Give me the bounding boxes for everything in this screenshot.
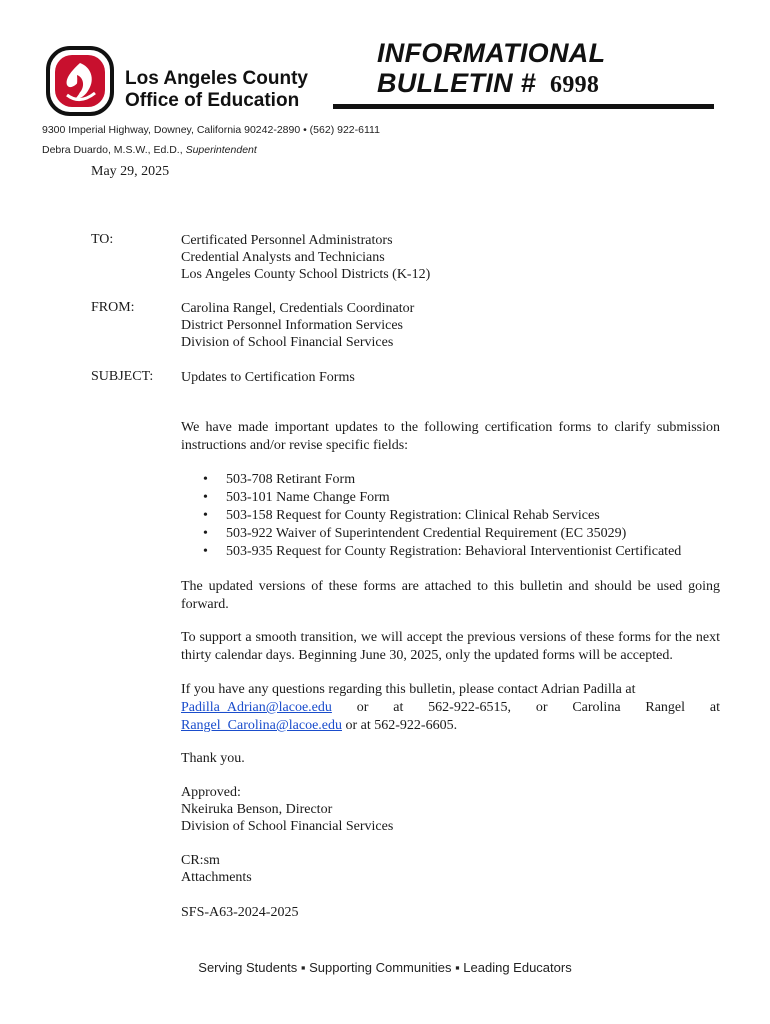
from-label: FROM: <box>91 300 135 315</box>
from-line: Division of School Financial Services <box>181 335 394 350</box>
reference-code: SFS-A63-2024-2025 <box>181 905 299 920</box>
bulletin-title-line2: BULLETIN # <box>377 68 537 98</box>
contact-line-3 <box>181 717 720 735</box>
header-rule <box>333 104 714 109</box>
subject-label: SUBJECT: <box>91 369 154 384</box>
to-recipients <box>181 232 430 283</box>
from-line: Carolina Rangel, Credentials Coordinator <box>181 301 415 316</box>
bulletin-number: 6998 <box>550 72 600 98</box>
to-line: Los Angeles County School Districts (K-12) <box>181 267 431 282</box>
lacoe-logo-icon <box>45 45 115 117</box>
bullet-icon: • <box>203 490 208 505</box>
list-item: • 503-158 Request for County Registration: Clinical Rehab Services <box>203 508 600 523</box>
email-link-rangel[interactable]: Rangel_Carolina@lacoe.edu <box>181 718 342 733</box>
contact-lead: If you have any questions regarding this bulletin, please contact Adrian Padilla at <box>181 682 636 697</box>
memo-date: May 29, 2025 <box>91 164 170 179</box>
bullet-icon: • <box>203 544 208 559</box>
bulletin-title <box>377 38 605 100</box>
phone-rangel: or at 562-922-6605. <box>342 718 458 733</box>
list-item: • 503-708 Retirant Form <box>203 472 356 487</box>
email-link-padilla[interactable]: Padilla_Adrian@lacoe.edu <box>181 700 332 715</box>
subject-text: Updates to Certification Forms <box>181 370 355 385</box>
superintendent-line <box>42 144 257 156</box>
thanks-line: Thank you. <box>181 751 245 766</box>
approval-line: Nkeiruka Benson, Director <box>181 802 333 817</box>
list-item: • 503-935 Request for County Registration: Behavioral Interventionist Certificated <box>203 544 682 559</box>
forms-list <box>181 471 681 561</box>
contact-paragraph <box>181 681 720 735</box>
from-line: District Personnel Information Services <box>181 318 404 333</box>
updated-forms-paragraph: The updated versions of these forms are attached to this bulletin and should be used going forward. <box>181 579 720 612</box>
bullet-icon: • <box>203 526 208 541</box>
list-item: • 503-101 Name Change Form <box>203 490 390 505</box>
to-label: TO: <box>91 232 114 247</box>
footer-tagline: Serving Students ▪ Supporting Communities ▪ Leading Educators <box>198 960 572 975</box>
from-sender <box>181 300 414 351</box>
approval-line: Division of School Financial Services <box>181 819 394 834</box>
to-line: Certificated Personnel Administrators <box>181 233 393 248</box>
approval-line: Approved: <box>181 785 241 800</box>
contact-line-2: Padilla_Adrian@lacoe.edu or at 562-922-6515, or Carolina Rangel at <box>181 700 720 715</box>
initials-block <box>181 852 252 886</box>
superintendent-name: Debra Duardo, M.S.W., Ed.D., <box>42 144 186 156</box>
approval-block <box>181 784 393 835</box>
phone-padilla: 562-922-6515, <box>428 700 511 715</box>
bulletin-title-line1: INFORMATIONAL <box>377 38 606 68</box>
org-name-line2: Office of Education <box>125 90 300 111</box>
organization-name <box>125 68 308 112</box>
org-name-line1: Los Angeles County <box>125 68 308 89</box>
transition-paragraph: To support a smooth transition, we will accept the previous versions of these forms for the next thirty calendar days. Beginning June 30, 2025, only the updated forms will be accepted. <box>181 630 720 663</box>
bullet-icon: • <box>203 472 208 487</box>
attachments-line: Attachments <box>181 870 252 885</box>
bullet-icon: • <box>203 508 208 523</box>
list-item: • 503-922 Waiver of Superintendent Credential Requirement (EC 35029) <box>203 526 627 541</box>
superintendent-title: Superintendent <box>185 144 257 156</box>
to-line: Credential Analysts and Technicians <box>181 250 385 265</box>
office-address: 9300 Imperial Highway, Downey, California 90242-2890 • (562) 922-6111 <box>42 124 380 136</box>
initials-line: CR:sm <box>181 853 220 868</box>
intro-paragraph: We have made important updates to the following certification forms to clarify submission instructions and/or revise specific fields: <box>181 420 720 453</box>
